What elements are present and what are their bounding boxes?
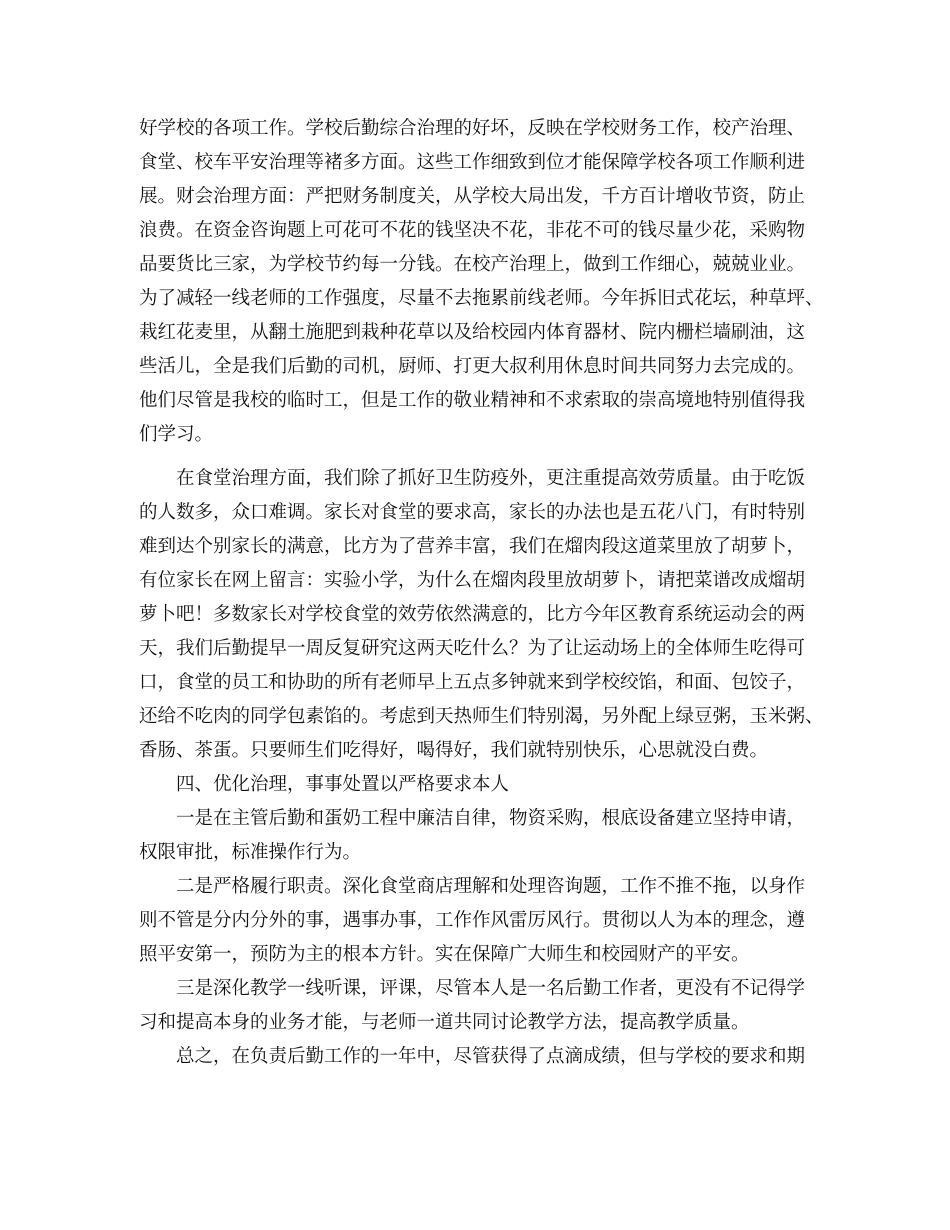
- paragraph-start-line: 三是深化教学一线听课，评课，尽管本人是一名后勤工作者，更没有不记得学: [176, 978, 806, 999]
- text-line: 天，我们后勤提早一周反复研究这两天吃什么？为了让运动场上的全体师生吃得可: [139, 638, 806, 659]
- text-line: 权限审批，标准操作行为。: [139, 842, 362, 863]
- paragraph-start-line: 在食堂治理方面，我们除了抓好卫生防疫外，更注重提高效劳质量。由于吃饭: [176, 468, 806, 489]
- text-line: 品要货比三家，为学校节约每一分钱。在校产治理上，做到工作细心，兢兢业业。: [139, 254, 806, 275]
- text-line: 香肠、茶蛋。只要师生们吃得好，喝得好，我们就特别快乐，心思就没白费。: [139, 740, 769, 761]
- text-line: 口，食堂的员工和协助的所有老师早上五点多钟就来到学校绞馅，和面、包饺子，: [139, 672, 806, 693]
- document-body: [139, 112, 829, 1074]
- text-line: 浪费。在资金咨询题上可花可不花的钱坚决不花，非花不可的钱尽量少花，采购物: [139, 220, 806, 241]
- text-line: 习和提高本身的业务才能，与老师一道共同讨论教学方法，提高教学质量。: [139, 1012, 750, 1033]
- paragraph-start-line: 一是在主管后勤和蛋奶工程中廉洁自律，物资采购，根底设备建立坚持申请，: [176, 808, 806, 829]
- text-line: 的人数多，众口难调。家长对食堂的要求高，家长的办法也是五花八门，有时特别: [139, 502, 806, 523]
- text-line: 萝卜吧！多数家长对学校食堂的效劳依然满意的，比方今年区教育系统运动会的两: [139, 604, 806, 625]
- text-line: 栽红花麦里，从翻土施肥到栽种花草以及给校园内体育器材、院内栅栏墙刷油，这: [139, 322, 806, 343]
- section-heading: 四、优化治理，事事处置以严格要求本人: [176, 774, 510, 795]
- text-line: 还给不吃肉的同学包素馅的。考虑到天热师生们特别渴，另外配上绿豆粥，玉米粥、: [139, 706, 824, 727]
- text-line: 难到达个别家长的满意，比方为了营养丰富，我们在熘肉段这道菜里放了胡萝卜，: [139, 536, 806, 557]
- text-line: 展。财会治理方面：严把财务制度关，从学校大局出发，千方百计增收节资，防止: [139, 186, 806, 207]
- paragraph-start-line: 二是严格履行职责。深化食堂商店理解和处理咨询题，工作不推不拖，以身作: [176, 876, 806, 897]
- paragraph-start-line: 总之，在负责后勤工作的一年中，尽管获得了点滴成绩，但与学校的要求和期: [176, 1046, 806, 1067]
- text-line: 则不管是分内分外的事，遇事办事，工作作风雷厉风行。贯彻以人为本的理念，遵: [139, 910, 806, 931]
- text-line: 些活儿，全是我们后勤的司机，厨师、打更大叔利用休息时间共同努力去完成的。: [139, 356, 806, 377]
- text-line: 有位家长在网上留言：实验小学，为什么在熘肉段里放胡萝卜，请把菜谱改成熘胡: [139, 570, 806, 591]
- text-line: 他们尽管是我校的临时工，但是工作的敬业精神和不求索取的崇高境地特别值得我: [139, 390, 806, 411]
- text-line: 为了减轻一线老师的工作强度，尽量不去拖累前线老师。今年拆旧式花坛，种草坪、: [139, 288, 824, 309]
- text-line: 们学习。: [139, 424, 214, 445]
- text-line: 照平安第一，预防为主的根本方针。实在保障广大师生和校园财产的平安。: [139, 944, 750, 965]
- text-line: 好学校的各项工作。学校后勤综合治理的好坏，反映在学校财务工作，校产治理、: [139, 118, 806, 139]
- text-line: 食堂、校车平安治理等褚多方面。这些工作细致到位才能保障学校各项工作顺利进: [139, 152, 806, 173]
